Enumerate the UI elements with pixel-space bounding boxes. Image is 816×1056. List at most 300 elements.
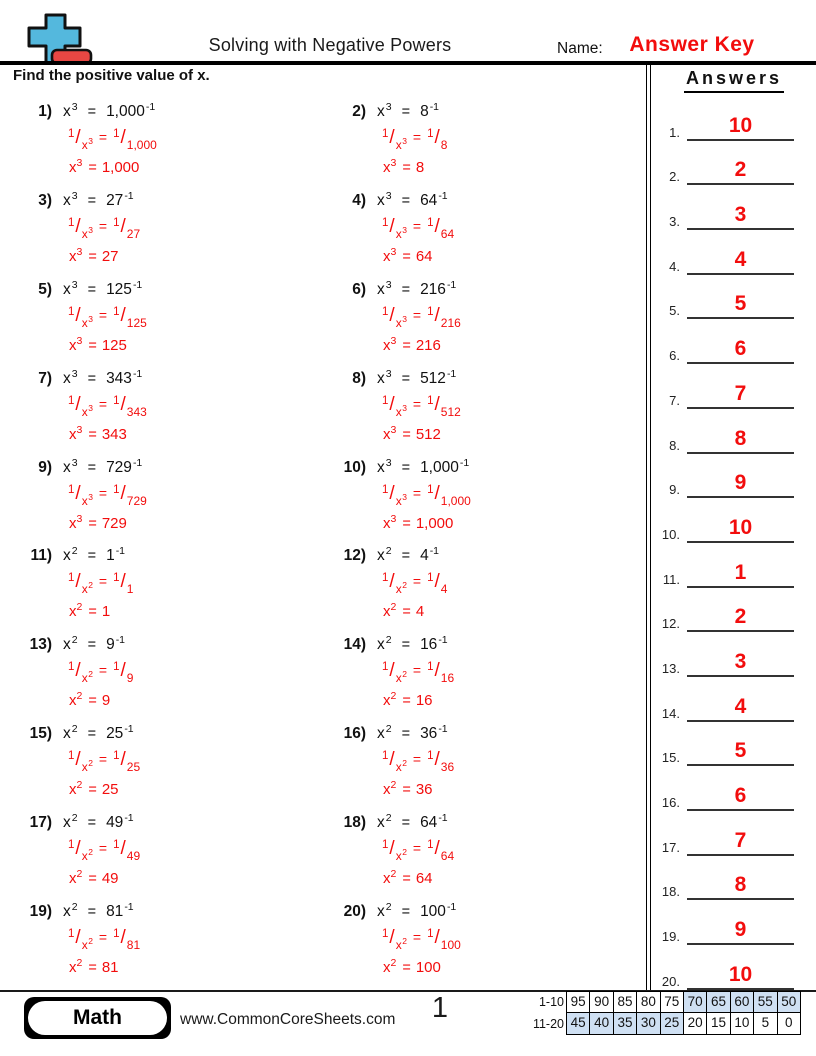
problem (16, 101, 330, 190)
problem (16, 190, 330, 279)
problem-equation (16, 636, 330, 654)
result-variable: x (383, 781, 391, 799)
answer-blank-line (687, 204, 794, 230)
answer-item (652, 409, 816, 454)
problem-result-line (383, 959, 644, 976)
problem-work-line (382, 838, 644, 864)
result-exponent: 2 (390, 868, 397, 881)
answer-value: 5 (734, 739, 747, 763)
answer-blank-line (687, 740, 794, 766)
result-variable: x (69, 425, 77, 443)
fraction-numerator: 1 (382, 839, 389, 852)
result-value: 512 (415, 425, 441, 443)
equals-sign: = (98, 840, 108, 857)
answer-value: 6 (734, 337, 747, 361)
score-cell: 45 (566, 1012, 590, 1035)
score-cell: 65 (706, 991, 730, 1013)
problem (330, 634, 644, 723)
answer-item (652, 96, 816, 141)
problem-equation (16, 103, 330, 121)
answer-number: 9. (669, 482, 680, 498)
score-cell: 20 (683, 1012, 707, 1035)
answer-item (652, 454, 816, 499)
equation-value: 125 (106, 280, 132, 298)
fraction-denominator-value: 64 (440, 849, 455, 864)
answer-number: 15. (661, 750, 680, 766)
problem-number: 10) (343, 458, 366, 476)
fraction-denominator (81, 313, 93, 330)
answer-number: 16. (661, 795, 680, 810)
problem (16, 901, 330, 990)
score-cell: 35 (613, 1012, 637, 1035)
equals-sign: = (401, 726, 411, 743)
fraction-numerator: 1 (427, 839, 434, 852)
negative-exponent: -1 (132, 456, 143, 469)
equation-value: 9 (106, 636, 115, 654)
problem-number: 13) (29, 636, 52, 654)
subject-label: Math (73, 1006, 122, 1029)
equals-sign: = (412, 662, 422, 679)
fraction-slash: / (434, 660, 440, 682)
denominator-exponent: 2 (88, 847, 93, 858)
equals-sign: = (412, 306, 422, 323)
problem-work-line (68, 571, 330, 597)
equals-sign: = (412, 217, 422, 234)
result-exponent: 3 (76, 157, 83, 169)
fraction-denominator (81, 224, 93, 241)
denominator-variable: x (81, 938, 88, 953)
fraction-denominator (395, 491, 407, 508)
equation-variable: x (377, 369, 385, 387)
equation-value: 216 (420, 280, 446, 298)
problem-number: 8) (352, 369, 366, 387)
problem (16, 457, 330, 546)
problem (16, 368, 330, 457)
problem-work-line (68, 306, 330, 328)
equals-sign: = (412, 929, 422, 946)
result-exponent: 3 (390, 423, 397, 436)
fraction-slash: / (75, 660, 81, 682)
problem-equation (330, 903, 644, 921)
negative-exponent: -1 (438, 812, 448, 825)
equals-sign: = (401, 281, 411, 298)
fraction-denominator-value: 9 (126, 671, 134, 686)
score-row (531, 1013, 814, 1035)
result-value: 125 (101, 336, 127, 354)
score-cell: 10 (730, 1012, 754, 1035)
answer-blank-line (687, 919, 794, 945)
denominator-exponent: 2 (402, 580, 407, 591)
result-value: 64 (415, 870, 433, 888)
negative-exponent: -1 (115, 634, 126, 647)
answers-list (652, 96, 816, 990)
result-value: 4 (415, 603, 425, 621)
fraction-denominator (82, 671, 93, 685)
result-variable: x (69, 336, 77, 354)
fraction-denominator (395, 402, 407, 419)
problem-equation (16, 189, 330, 210)
denominator-exponent: 3 (402, 136, 407, 146)
problem (16, 545, 330, 634)
fraction-numerator: 1 (382, 305, 389, 318)
answer-blank-line (687, 517, 794, 543)
equals-sign: = (98, 395, 108, 412)
result-value: 49 (101, 870, 119, 888)
problem-number: 15) (29, 725, 52, 743)
problem-work-line (68, 395, 330, 417)
fraction-slash: / (389, 927, 395, 949)
score-cell: 95 (566, 991, 590, 1013)
equation-variable: x (63, 191, 71, 209)
page-number: 1 (431, 992, 449, 1024)
problem-equation (330, 725, 644, 743)
fraction-numerator: 1 (382, 128, 389, 140)
answer-number: 3. (669, 214, 680, 230)
problem-equation (16, 456, 330, 477)
fraction-numerator: 1 (427, 128, 434, 140)
equation-exponent: 3 (385, 367, 392, 380)
equation-value: 729 (106, 458, 132, 476)
answer-item (652, 900, 816, 945)
answer-value: 8 (734, 873, 747, 897)
equation-variable: x (63, 725, 71, 743)
equals-sign: = (87, 815, 97, 832)
problem-result-line (69, 159, 330, 176)
result-value: 1,000 (101, 159, 140, 176)
problem-work-line (382, 571, 644, 597)
fraction-denominator (81, 491, 93, 508)
denominator-variable: x (81, 138, 88, 152)
answer-blank-line (687, 338, 794, 364)
fraction-slash: / (389, 127, 395, 148)
problem-result-line (69, 781, 330, 798)
fraction-numerator: 1 (427, 750, 434, 763)
problem-result-line (383, 603, 644, 620)
denominator-exponent: 2 (402, 847, 407, 858)
negative-exponent: -1 (132, 367, 143, 380)
fraction-slash: / (389, 482, 395, 504)
equals-sign: = (401, 370, 411, 387)
equals-sign: = (88, 160, 97, 176)
fraction-denominator (396, 138, 407, 152)
fraction-denominator-value: 729 (126, 493, 147, 508)
problem-result-line (383, 423, 644, 443)
fraction-denominator (82, 760, 93, 774)
score-cell: 80 (636, 991, 660, 1013)
fraction-slash: / (434, 215, 440, 237)
fraction-numerator: 1 (113, 483, 120, 496)
result-value: 1 (101, 603, 111, 621)
result-exponent: 2 (390, 779, 397, 792)
equals-sign: = (88, 426, 97, 443)
result-value: 729 (101, 514, 127, 532)
problem-result-line (383, 159, 644, 176)
denominator-exponent: 2 (88, 580, 93, 591)
result-variable: x (383, 692, 391, 710)
fraction-denominator (396, 671, 407, 685)
result-value: 1,000 (415, 514, 454, 532)
fraction-slash: / (75, 749, 81, 771)
problem-work-line (382, 927, 644, 953)
equation-exponent: 2 (71, 723, 78, 736)
denominator-variable: x (395, 938, 402, 953)
denominator-variable: x (395, 671, 402, 686)
equation-exponent: 2 (71, 812, 78, 825)
equals-sign: = (401, 459, 411, 476)
result-variable: x (69, 781, 77, 799)
fraction-numerator: 1 (427, 305, 434, 318)
equation-exponent: 2 (385, 901, 392, 914)
score-cell: 85 (613, 991, 637, 1013)
denominator-variable: x (395, 138, 402, 152)
fraction-numerator: 1 (113, 572, 120, 585)
fraction-slash: / (120, 749, 126, 771)
fraction-slash: / (75, 571, 81, 593)
result-variable: x (383, 603, 391, 621)
equals-sign: = (87, 548, 97, 565)
answer-blank-line (687, 293, 794, 319)
subject-badge (24, 997, 171, 1039)
equation-value: 16 (420, 636, 438, 654)
problem-work-line (382, 749, 644, 775)
answer-item (652, 230, 816, 275)
problem-result-line (383, 334, 644, 354)
answer-number: 5. (669, 303, 680, 319)
answer-blank-line (687, 428, 794, 454)
denominator-exponent: 2 (402, 758, 407, 769)
equals-sign: = (88, 604, 97, 621)
fraction-slash: / (75, 927, 81, 949)
fraction-numerator: 1 (427, 661, 434, 674)
negative-exponent: -1 (429, 101, 440, 113)
negative-exponent: -1 (446, 367, 457, 380)
answer-number: 20. (661, 973, 680, 989)
fraction-slash: / (389, 215, 395, 237)
denominator-variable: x (395, 760, 402, 775)
fraction-denominator-value: 64 (440, 226, 455, 241)
equals-sign: = (401, 192, 411, 209)
negative-exponent: -1 (145, 101, 156, 113)
equation-exponent: 2 (385, 545, 392, 558)
score-cell: 70 (683, 991, 707, 1013)
problem-equation (16, 367, 330, 388)
equals-sign: = (412, 840, 422, 857)
answer-value: 7 (734, 828, 747, 852)
fraction-slash: / (75, 838, 81, 860)
denominator-exponent: 3 (402, 402, 407, 413)
equation-exponent: 3 (385, 101, 392, 113)
equation-exponent: 2 (385, 634, 392, 647)
denominator-exponent: 3 (402, 313, 407, 324)
equation-variable: x (63, 103, 71, 120)
negative-exponent: -1 (115, 545, 126, 558)
fraction-numerator: 1 (113, 750, 120, 763)
equation-variable: x (63, 903, 71, 921)
denominator-exponent: 2 (88, 758, 93, 769)
answer-blank-line (687, 383, 794, 409)
problem-equation (330, 189, 644, 210)
answer-item (652, 364, 816, 409)
denominator-exponent: 3 (402, 224, 407, 235)
result-exponent: 3 (390, 245, 397, 258)
equation-value: 64 (420, 814, 438, 832)
equals-sign: = (412, 751, 422, 768)
answer-number: 8. (669, 437, 680, 453)
fraction-numerator: 1 (68, 128, 75, 140)
answer-value: 1 (734, 560, 747, 584)
negative-exponent: -1 (446, 901, 457, 914)
problem-work-line (382, 128, 644, 150)
result-exponent: 3 (76, 334, 83, 347)
problem-number: 20) (343, 903, 366, 921)
result-variable: x (383, 336, 391, 354)
equation-variable: x (377, 458, 385, 476)
answer-number: 14. (661, 705, 680, 721)
fraction-numerator: 1 (68, 483, 75, 496)
problem-work-line (68, 749, 330, 775)
score-cell: 75 (660, 991, 684, 1013)
equation-value: 4 (420, 547, 429, 565)
problem-equation (330, 367, 644, 388)
problem-work-line (382, 217, 644, 239)
equation-variable: x (377, 903, 385, 921)
equals-sign: = (402, 960, 411, 977)
problem-result-line (383, 692, 644, 709)
problem-equation (330, 547, 644, 565)
fraction-numerator: 1 (68, 928, 75, 941)
fraction-denominator-value: 36 (440, 760, 455, 775)
answer-value: 9 (734, 471, 747, 495)
equals-sign: = (88, 693, 97, 710)
denominator-exponent: 3 (88, 491, 93, 502)
score-cell: 5 (753, 1012, 777, 1035)
fraction-slash: / (120, 927, 126, 949)
equation-variable: x (377, 725, 385, 743)
result-exponent: 2 (76, 779, 83, 792)
equation-exponent: 3 (71, 367, 78, 380)
problem-result-line (69, 870, 330, 887)
fraction-numerator: 1 (68, 305, 75, 318)
subject-pill (28, 1001, 167, 1035)
equation-exponent: 3 (71, 456, 78, 469)
problem-number: 3) (38, 191, 52, 209)
denominator-variable: x (395, 404, 402, 419)
fraction-numerator: 1 (68, 750, 75, 763)
answer-item (652, 722, 816, 767)
equals-sign: = (402, 248, 411, 265)
result-exponent: 2 (390, 957, 397, 970)
denominator-variable: x (81, 493, 88, 508)
negative-exponent: -1 (124, 723, 134, 736)
equals-sign: = (401, 104, 411, 120)
fraction-numerator: 1 (427, 483, 434, 496)
denominator-variable: x (395, 582, 402, 597)
equals-sign: = (98, 573, 108, 590)
score-cell: 90 (589, 991, 613, 1013)
answer-item (652, 766, 816, 811)
fraction-denominator (81, 402, 93, 419)
equals-sign: = (412, 395, 422, 412)
problem (330, 279, 644, 368)
problem-work-line (68, 128, 330, 150)
problem (330, 545, 644, 634)
instructions: Find the positive value of x. (13, 67, 210, 84)
negative-exponent: -1 (429, 545, 440, 558)
fraction-denominator (396, 938, 407, 952)
fraction-denominator-value: 16 (440, 671, 455, 686)
answer-value: 5 (734, 292, 747, 316)
answer-item (652, 811, 816, 856)
result-exponent: 3 (76, 245, 83, 258)
fraction-slash: / (75, 482, 81, 504)
score-cell: 40 (589, 1012, 613, 1035)
answer-value: 9 (734, 918, 747, 942)
equation-variable: x (63, 458, 71, 476)
equation-value: 100 (420, 903, 446, 921)
result-value: 9 (101, 692, 111, 710)
result-exponent: 3 (76, 512, 83, 525)
problem-number: 6) (352, 280, 366, 298)
problem (330, 812, 644, 901)
fraction-numerator: 1 (68, 839, 75, 852)
denominator-exponent: 2 (88, 669, 93, 680)
answer-item (652, 275, 816, 320)
website-url: www.CommonCoreSheets.com (180, 1011, 396, 1028)
answer-item (652, 856, 816, 901)
equals-sign: = (87, 281, 97, 298)
problem-result-line (383, 512, 644, 532)
equals-sign: = (98, 751, 108, 768)
answer-blank-line (687, 964, 794, 990)
equals-sign: = (402, 426, 411, 443)
negative-exponent: -1 (459, 456, 470, 469)
answer-value: 3 (734, 649, 747, 673)
equals-sign: = (98, 217, 108, 234)
equals-sign: = (412, 573, 422, 590)
equals-sign: = (401, 548, 411, 565)
equation-value: 1 (106, 547, 115, 565)
equals-sign: = (412, 129, 422, 145)
equals-sign: = (87, 904, 97, 921)
equation-variable: x (63, 636, 71, 654)
problem-result-line (69, 334, 330, 354)
score-cell: 50 (777, 991, 801, 1013)
fraction-numerator: 1 (113, 839, 120, 852)
denominator-exponent: 3 (88, 224, 93, 235)
denominator-exponent: 3 (88, 313, 93, 324)
problem-result-line (383, 781, 644, 798)
fraction-slash: / (389, 749, 395, 771)
answer-value: 6 (734, 784, 747, 807)
answer-blank-line (687, 159, 794, 185)
fraction-slash: / (75, 127, 81, 148)
result-value: 64 (415, 247, 433, 265)
fraction-denominator-value: 8 (440, 138, 448, 152)
problem-work-line (382, 306, 644, 328)
answers-title: Answers (684, 67, 784, 93)
negative-exponent: -1 (124, 901, 134, 914)
fraction-denominator-value: 4 (440, 582, 448, 597)
answer-value: 3 (734, 203, 747, 227)
problem-equation (330, 456, 644, 477)
problem (16, 723, 330, 812)
denominator-variable: x (81, 671, 88, 686)
result-value: 8 (415, 159, 425, 176)
equation-value: 81 (106, 903, 124, 921)
problem (16, 634, 330, 723)
result-variable: x (69, 514, 77, 532)
problem-number: 19) (29, 903, 52, 921)
